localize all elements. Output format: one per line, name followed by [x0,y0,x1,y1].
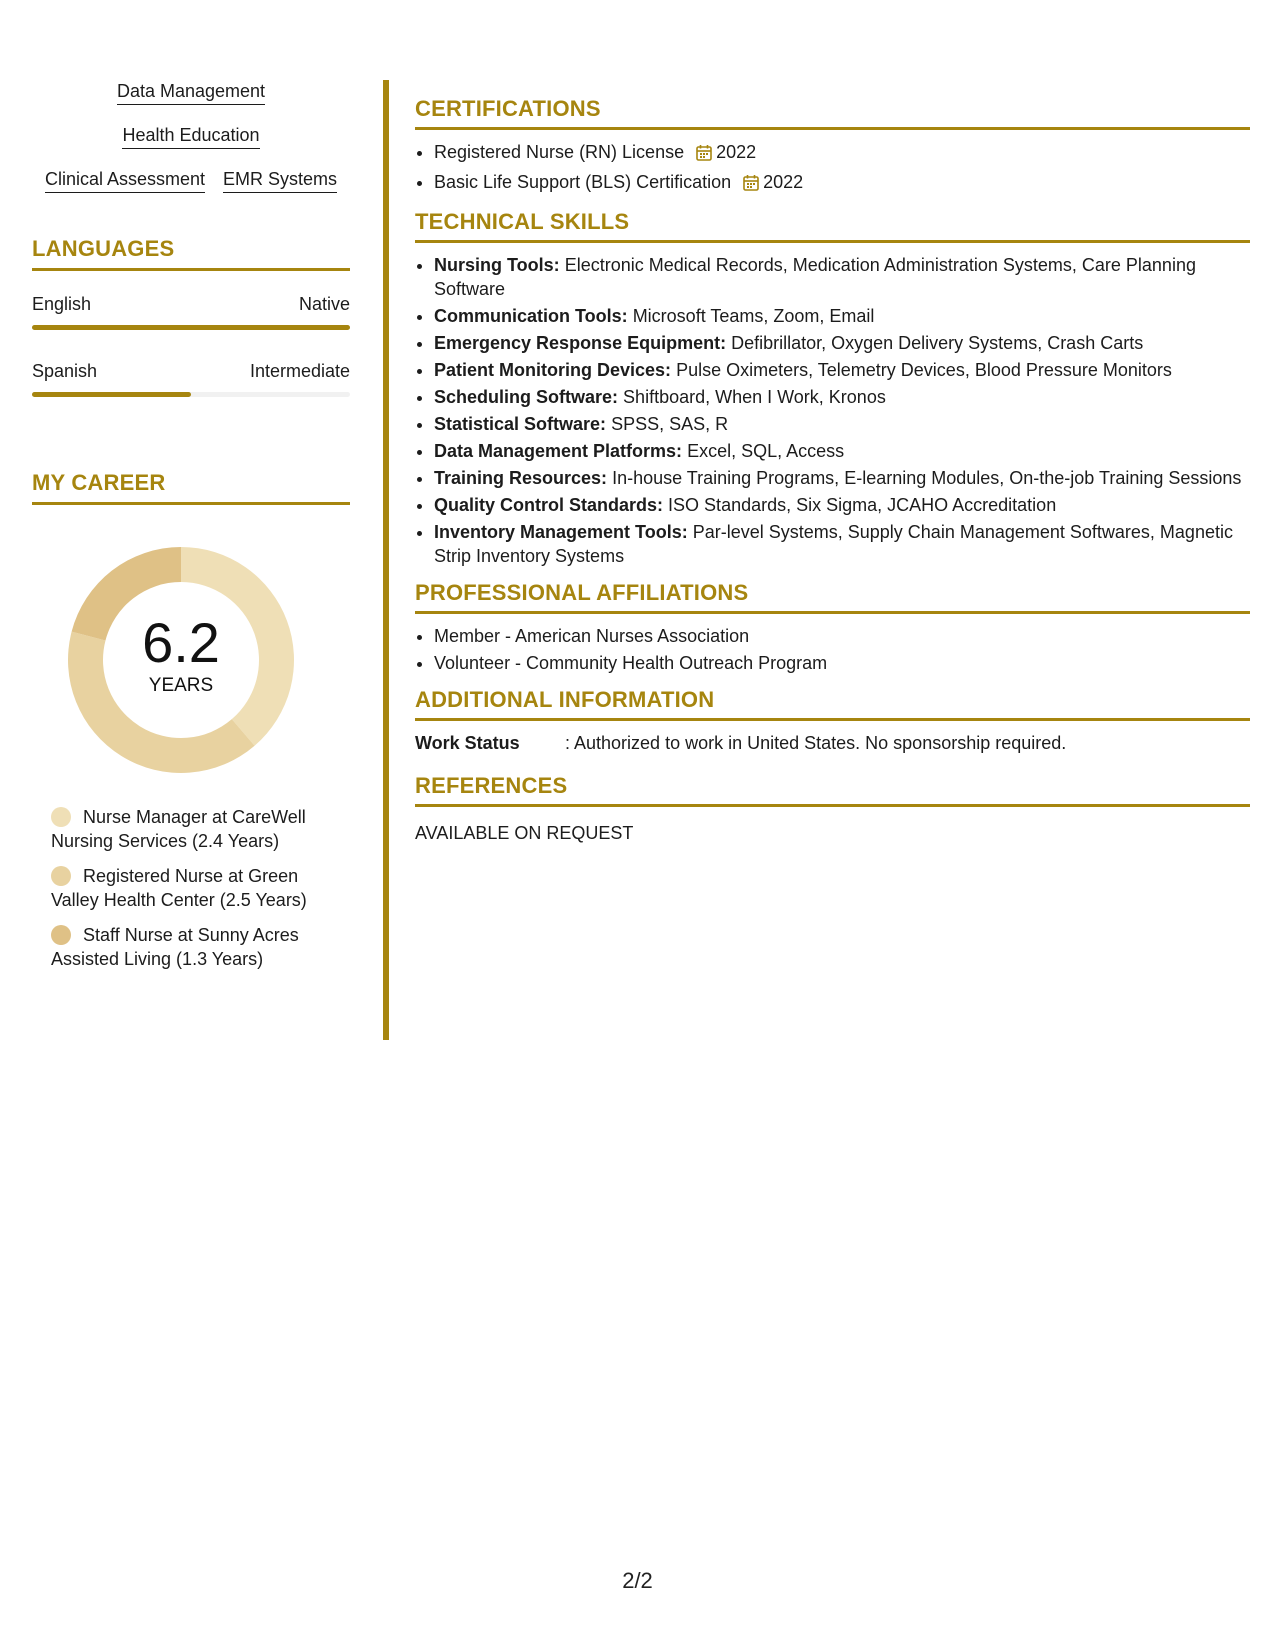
skills-row [32,124,350,149]
tech-skill-item [434,358,1250,382]
left-column [32,80,350,982]
calendar-icon [743,173,759,197]
right-column [415,96,1250,857]
tech-skill-text: Excel, SQL, Access [687,441,845,461]
tech-skill-item [434,439,1250,463]
section-rule [415,611,1250,614]
legend-label: Staff Nurse at Sunny Acres Assisted Living (1.3 Years) [51,925,299,969]
tech-skill-label: Emergency Response Equipment: [434,333,727,353]
language-bar-fill [32,392,191,397]
tech-skill-item [434,466,1250,490]
work-status-row [415,731,1250,755]
column-divider [383,80,389,1040]
legend-item [51,805,350,853]
language-item [32,293,350,330]
section-rule [415,718,1250,721]
affiliations-title: PROFESSIONAL AFFILIATIONS [415,580,749,605]
tech-skill-label: Statistical Software: [434,414,607,434]
tech-skill-label: Scheduling Software: [434,387,619,407]
tech-skill-item [434,520,1250,568]
language-name: English [32,294,92,314]
work-status-value: : Authorized to work in United States. No sponsorship required. [565,733,1067,753]
section-rule [32,502,350,505]
legend-item [51,864,350,912]
technical-skills-list [415,253,1250,568]
languages-section [32,236,350,397]
legend-label: Registered Nurse at Green Valley Health Center (2.5 Years) [51,866,307,910]
certification-item [434,170,1250,197]
certification-item [434,140,1250,167]
section-rule [415,804,1250,807]
tech-skill-label: Training Resources: [434,468,608,488]
work-status-label: Work Status [415,733,520,753]
skill-tag: Clinical Assessment [45,168,205,193]
language-bar-track [32,325,350,330]
technical-skills-title: TECHNICAL SKILLS [415,209,630,234]
affiliation-item: • Volunteer - Community Health Outreach Program [434,651,1250,675]
calendar-icon [696,143,712,167]
tech-skill-label: Nursing Tools: [434,255,560,275]
donut-total-unit: YEARS [148,675,214,696]
tech-skill-item [434,493,1250,517]
skills-tags [32,80,350,193]
language-bar-track [32,392,350,397]
tech-skill-item [434,412,1250,436]
references-section [415,773,1250,845]
legend-dot [51,866,71,886]
skill-tag: Data Management [117,80,265,105]
tech-skill-label: Patient Monitoring Devices: [434,360,672,380]
career-legend [32,805,350,971]
tech-skill-item [434,304,1250,328]
skills-row [32,80,350,105]
skills-row [32,168,350,193]
references-text: AVAILABLE ON REQUEST [415,823,634,843]
tech-skill-item [434,253,1250,301]
language-level: Native [298,294,350,314]
certifications-list [415,140,1250,197]
page-number: 2/2 [622,1568,653,1593]
certification-year: 2022 [716,142,757,162]
tech-skill-item [434,385,1250,409]
tech-skill-text: Electronic Medical Records, Medication Administration Systems, Care Planning Software [434,255,1196,299]
section-rule [32,268,350,271]
additional-info-title: ADDITIONAL INFORMATION [415,687,715,712]
skill-tag: Health Education [122,124,259,149]
legend-item [51,923,350,971]
career-donut-chart [66,545,296,775]
tech-skill-text: Microsoft Teams, Zoom, Email [632,306,875,326]
tech-skill-text: Pulse Oximeters, Telemetry Devices, Blood Pressure Monitors [676,360,1172,380]
legend-label: Nurse Manager at CareWell Nursing Services (2.4 Years) [51,807,306,851]
affiliations-list [415,624,1250,675]
certification-year: 2022 [763,172,804,192]
language-bar-fill [32,325,350,330]
legend-dot [51,807,71,827]
tech-skill-label: Inventory Management Tools: [434,522,688,542]
language-name: Spanish [32,361,98,381]
certification-name: Basic Life Support (BLS) Certification [434,172,732,192]
tech-skill-text: Shiftboard, When I Work, Kronos [623,387,886,407]
section-rule [415,127,1250,130]
tech-skill-text: Defibrillator, Oxygen Delivery Systems, Crash Carts [731,333,1144,353]
affiliations-section [415,580,1250,675]
skill-tag: EMR Systems [223,168,337,193]
tech-skill-text: Par-level Systems, Supply Chain Management Softwares, Magnetic Strip Inventory Systems [434,522,1233,566]
career-title: MY CAREER [32,470,166,495]
tech-skill-label: Quality Control Standards: [434,495,664,515]
tech-skill-item [434,331,1250,355]
donut-total-value: 6.2 [142,611,220,674]
certification-name: Registered Nurse (RN) License [434,142,685,162]
language-level: Intermediate [249,361,350,381]
legend-dot [51,925,71,945]
languages-title: LANGUAGES [32,236,175,261]
tech-skill-text: SPSS, SAS, R [611,414,729,434]
affiliation-item: • Member - American Nurses Association [434,624,1250,648]
technical-skills-section [415,209,1250,568]
language-item [32,360,350,397]
tech-skill-label: Data Management Platforms: [434,441,683,461]
tech-skill-text: ISO Standards, Six Sigma, JCAHO Accreditation [668,495,1057,515]
tech-skill-label: Communication Tools: [434,306,628,326]
section-rule [415,240,1250,243]
certifications-section [415,96,1250,197]
references-title: REFERENCES [415,773,568,798]
career-section [32,470,350,971]
certifications-title: CERTIFICATIONS [415,96,601,121]
additional-info-section [415,687,1250,755]
tech-skill-text: In-house Training Programs, E-learning Modules, On-the-job Training Sessions [612,468,1242,488]
